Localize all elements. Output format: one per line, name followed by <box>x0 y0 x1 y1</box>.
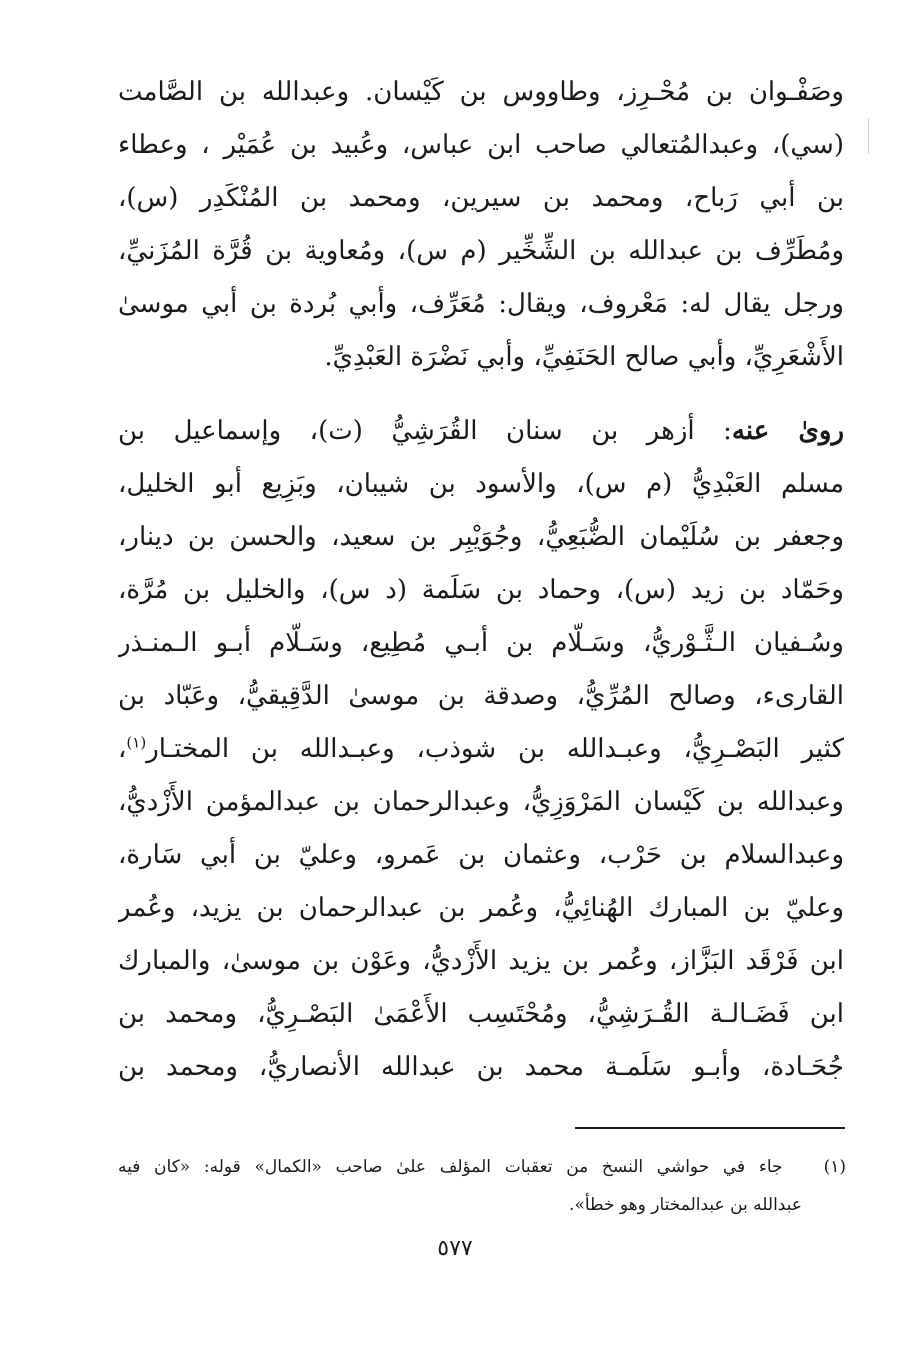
footnote-divider <box>575 1127 845 1129</box>
section-lead: روىٰ عنه <box>731 416 844 446</box>
text-line: القارىء، وصالح المُرِّيُّ، وصدقة بن موسىٰ الدَّقِيقيُّ، وعَبّاد بن <box>118 681 844 711</box>
text-line <box>118 405 844 458</box>
text-line: (سي)، وعبدالمُتعالي صاحب ابن عباس، وعُبيد بن عُمَيْر ، وعطاء <box>118 130 844 160</box>
paragraph-students <box>118 405 844 1094</box>
footnote <box>118 1148 846 1224</box>
text-line: وحَمّاد بن زيد (س)، وحماد بن سَلَمة (د س)، والخليل بن مُرَّة، <box>118 575 844 605</box>
footnote-reference[interactable]: (١) <box>126 733 147 752</box>
text-line: الأَشْعَرِيِّ، وأبي صالح الحَنَفِيِّ، وأبي نَضْرَة العَبْدِيِّ. <box>324 342 844 372</box>
footnote-line <box>118 1148 846 1186</box>
text-line: ورجل يقال له: مَعْروف، ويقال: مُعَرِّف، وأبي بُردة بن أبي موسىٰ <box>118 289 844 319</box>
margin-mark <box>868 118 869 154</box>
text-line: جُحَـادة، وأبـو سَلَمـة محمد بن عبدالله الأنصاريُّ، ومحمد بن <box>118 1052 844 1082</box>
text-line: ابن فَرْقَد البَزَّاز، وعُمر بن يزيد الأَزْديُّ، وعَوْن بن موسىٰ، والمبارك <box>118 946 844 976</box>
text-line: بن أبي رَباح، ومحمد بن سيرين، ومحمد بن المُنْكَدِر (س)، <box>118 183 844 213</box>
footnote-line: عبدالله بن عبدالمختار وهو خطأ». <box>569 1195 802 1215</box>
text-line-tail: ، <box>118 734 127 764</box>
text-line: وعليّ بن المبارك الهُنائِيُّ، وعُمر بن عبدالرحمان بن يزيد، وعُمر <box>118 893 844 923</box>
footnote-text: جاء في حواشي النسخ من تعقبات المؤلف علىٰ صاحب «الكمال» قوله: «كان فيه <box>118 1157 783 1177</box>
text-line-rest: : أزهر بن سنان القُرَشِيُّ (ت)، وإسماعيل بن <box>118 416 732 446</box>
page-number: ٥٧٧ <box>437 1236 473 1261</box>
text-line: ومُطَرِّف بن عبدالله بن الشِّخِّير (م س)، ومُعاوية بن قُرَّة المُزَنيِّ، <box>118 236 844 266</box>
text-line: ابن فَضَـالـة القُـرَشِيُّ، ومُحْتَسِب الأَعْمَىٰ البَصْـرِيُّ، ومحمد بن <box>118 999 844 1029</box>
text-line: مسلم العَبْدِيُّ (م س)، والأسود بن شيبان، وبَزِيع أبو الخليل، <box>118 469 844 499</box>
text-line-body: كثير البَصْـرِيُّ، وعبـدالله بن شوذب، وعبـدالله بن المختـار <box>146 734 844 764</box>
text-line: وعبدالسلام بن حَرْب، وعثمان بن عَمرو، وعليّ بن أبي سَارة، <box>118 840 844 870</box>
text-line: وسُـفيان الـثَّـوْريُّ، وسَـلّام بن أبـي مُطِيع، وسَـلّام أبـو الـمنـذر <box>118 628 844 658</box>
text-line: وصَفْـوان بن مُحْـرِز، وطاووس بن كَيْسان. وعبدالله بن الصَّامت <box>118 77 844 107</box>
text-line <box>118 723 844 776</box>
paragraph-teachers <box>118 66 844 384</box>
footnote-number: (١) <box>823 1157 846 1177</box>
text-line: وعبدالله بن كَيْسان المَرْوَزِيُّ، وعبدالرحمان بن عبدالمؤمن الأَزْديُّ، <box>118 787 844 817</box>
text-line: وجعفر بن سُلَيْمان الضُّبَعِيُّ، وجُوَيْبِر بن سعيد، والحسن بن دينار، <box>118 522 844 552</box>
